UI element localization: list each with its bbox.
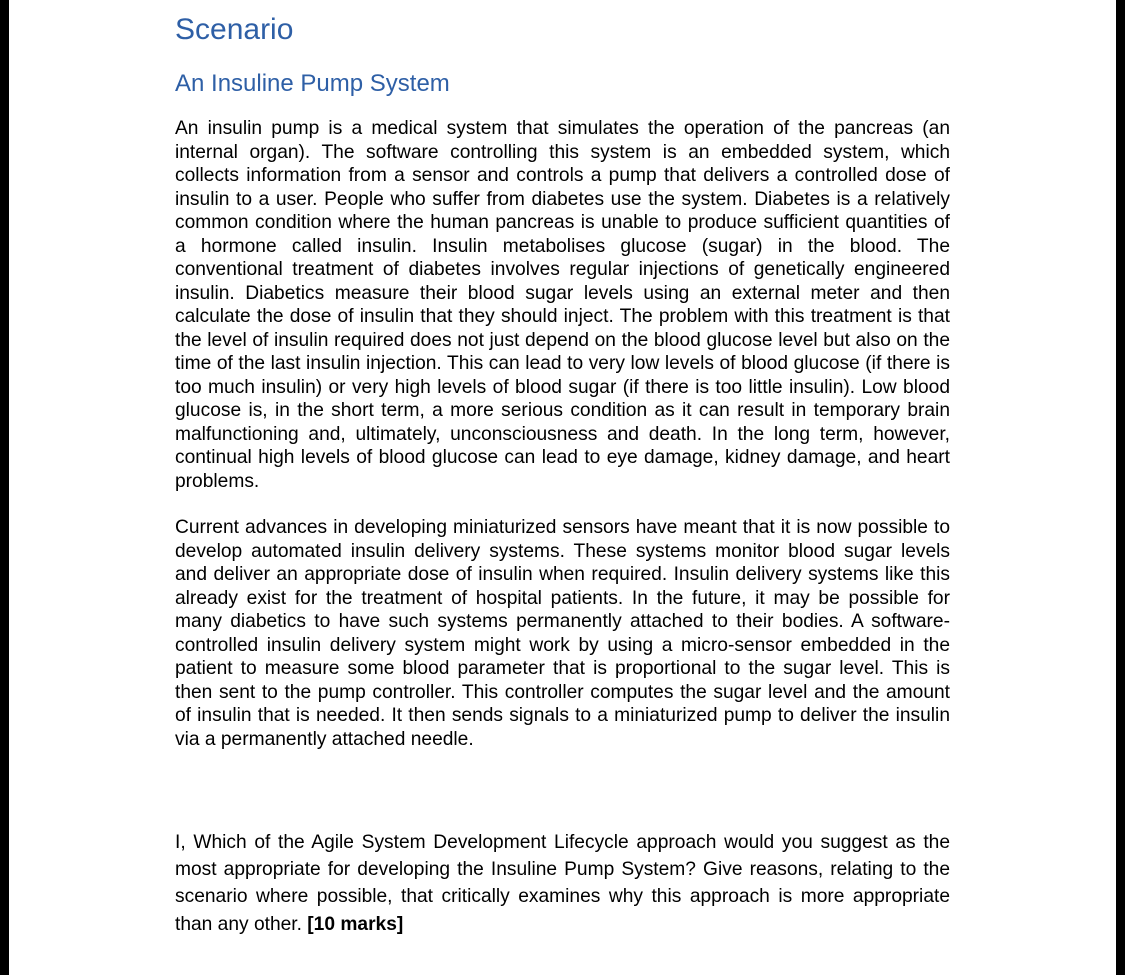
page-title: Scenario: [175, 13, 294, 46]
section-heading: An Insuline Pump System: [175, 70, 450, 97]
document-content: [175, 10, 950, 938]
question-paragraph: [175, 829, 950, 938]
scenario-paragraph-1: An insulin pump is a medical system that simulates the operation of the pancreas (an internal organ). The software controlling this system is an embedded system, which collects information from a sensor and controls a pump that delivers a controlled dose of insulin to a user. People who suffer from diabetes use the system. Diabetes is a relatively common condition where the human pancreas is unable to produce sufficient quantities of a hormone called insulin. Insulin metabolises glucose (sugar) in the blood. The conventional treatment of diabetes involves regular injections of genetically engineered insulin. Diabetics measure their blood sugar levels using an external meter and then calculate the dose of insulin that they should inject. The problem with this treatment is that the level of insulin required does not just depend on the blood glucose level but also on the time of the last insulin injection. This can lead to very low levels of blood glucose (if there is too much insulin) or very high levels of blood sugar (if there is too little insulin). Low blood glucose is, in the short term, a more serious condition as it can result in temporary brain malfunctioning and, ultimately, unconsciousness and death. In the long term, however, continual high levels of blood glucose can lead to eye damage, kidney damage, and heart problems.: [175, 118, 950, 492]
question-text: I, Which of the Agile System Development Lifecycle approach would you suggest as the most appropriate for developing the Insuline Pump System? Give reasons, relating to the scenario where possible, that critically examines why this approach is more appropriate than any other.: [175, 832, 950, 935]
document-page: [9, 0, 1116, 975]
scenario-paragraph-2: Current advances in developing miniaturized sensors have meant that it is now possible to develop automated insulin delivery systems. These systems monitor blood sugar levels and deliver an appropriate dose of insulin when required. Insulin delivery systems like this already exist for the treatment of hospital patients. In the future, it may be possible for many diabetics to have such systems permanently attached to their bodies. A software-controlled insulin delivery system might work by using a micro-sensor embedded in the patient to measure some blood parameter that is proportional to the sugar level. This is then sent to the pump controller. This controller computes the sugar level and the amount of insulin that is needed. It then sends signals to a miniaturized pump to deliver the insulin via a permanently attached needle.: [175, 517, 950, 750]
question-marks: [10 marks]: [307, 913, 404, 935]
